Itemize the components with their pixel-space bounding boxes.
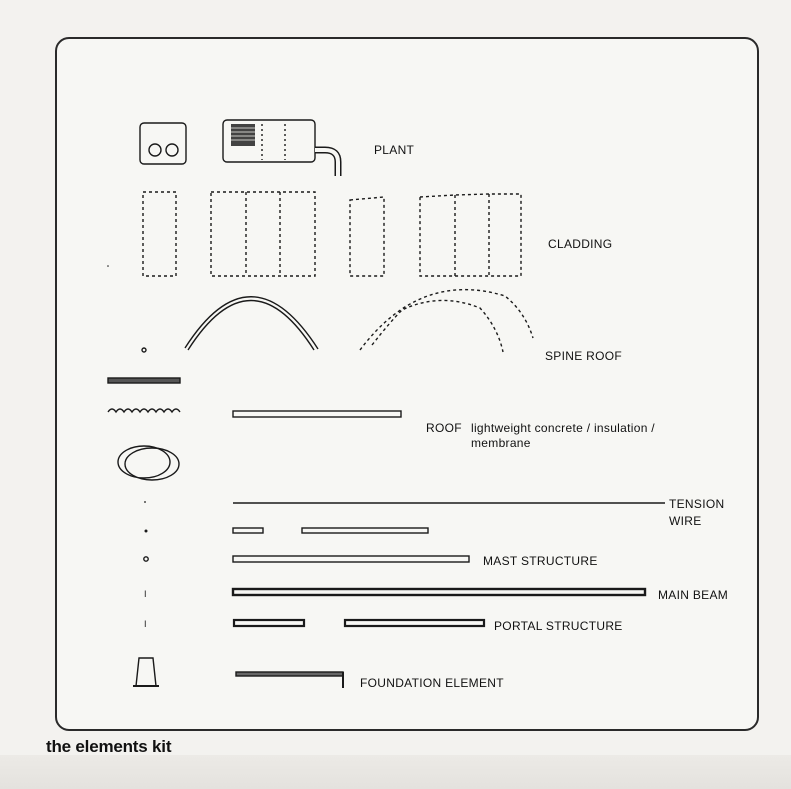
svg-text:I: I — [144, 589, 147, 599]
portal-bar-a — [234, 620, 304, 626]
label-portal: PORTAL STRUCTURE — [494, 619, 623, 633]
spine-node-dot — [142, 348, 146, 352]
label-tension-1: TENSION — [669, 497, 725, 511]
spine-roof-dashed — [360, 290, 533, 352]
svg-text:I: I — [144, 619, 147, 629]
short-bar-b — [302, 528, 428, 533]
roof-panel-bar — [233, 411, 401, 417]
foundation-beam — [236, 672, 343, 688]
foundation-block — [133, 658, 159, 686]
plant-unit-small — [140, 123, 186, 164]
mast-node — [144, 557, 148, 561]
label-foundation: FOUNDATION ELEMENT — [360, 676, 504, 690]
spine-roof-arch — [185, 297, 318, 350]
roof-flat-section — [108, 378, 180, 383]
mast-bar — [233, 556, 469, 562]
portal-bar-b — [345, 620, 484, 626]
label-cladding: CLADDING — [548, 237, 613, 251]
label-roof-desc-1: lightweight concrete / insulation / — [471, 421, 655, 435]
label-main-beam: MAIN BEAM — [658, 588, 729, 602]
label-spine-roof: SPINE ROOF — [545, 349, 623, 363]
label-roof-desc-2: membrane — [471, 436, 531, 450]
figure-caption: the elements kit — [46, 737, 172, 756]
cladding-panels — [143, 192, 521, 276]
main-beam-bar — [233, 589, 645, 595]
plant-unit-large — [223, 120, 338, 176]
short-bar-a — [233, 528, 263, 533]
label-roof-title: ROOF — [426, 421, 462, 435]
label-plant: PLANT — [374, 143, 415, 157]
roof-corrugated-section — [108, 409, 180, 412]
label-tension-2: WIRE — [669, 514, 702, 528]
label-mast: MAST STRUCTURE — [483, 554, 598, 568]
roof-ellipses — [118, 446, 179, 480]
